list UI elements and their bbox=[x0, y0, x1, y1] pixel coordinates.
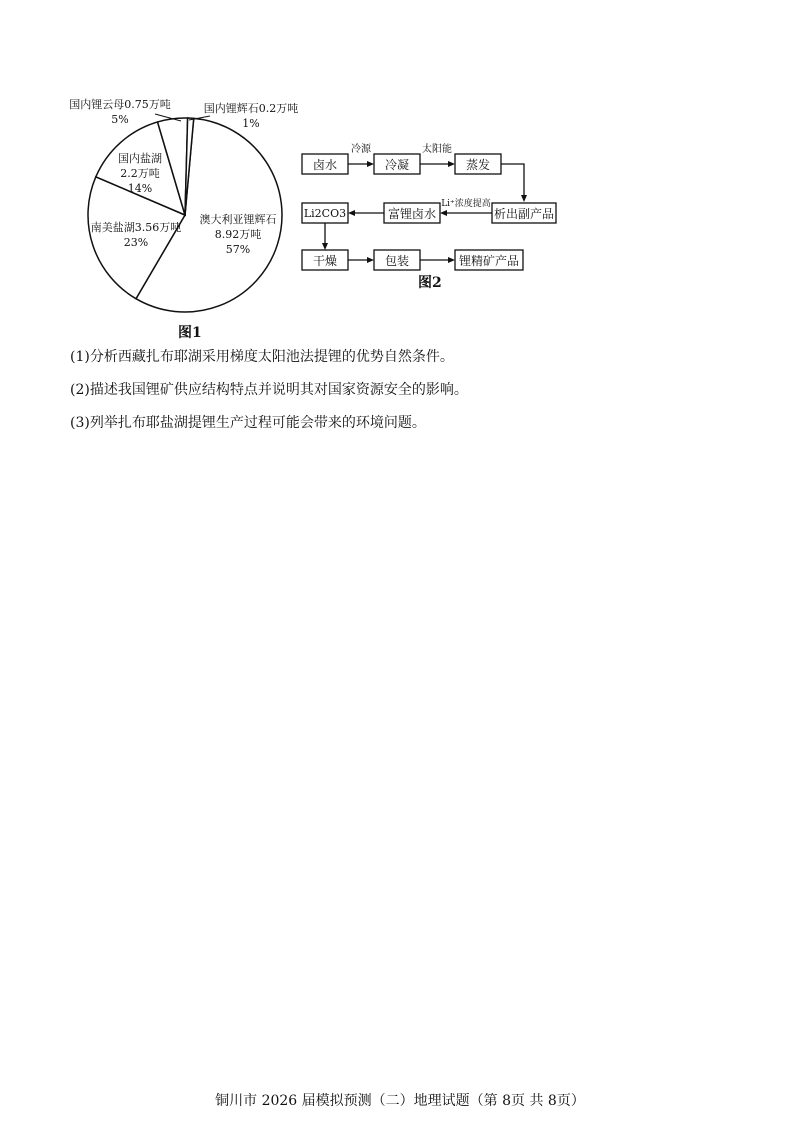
edge-solar: 太阳能 bbox=[422, 144, 452, 155]
flow-diagram bbox=[300, 140, 570, 280]
label-domestic-lake-percent: 14% bbox=[127, 182, 153, 195]
svg-text:Li2CO3: Li2CO3 bbox=[303, 207, 347, 220]
label-south-america: 南美盐湖3.56万吨 bbox=[90, 221, 182, 234]
node-dry bbox=[302, 250, 348, 270]
arrow-byproduct-richbrine bbox=[440, 210, 492, 216]
figure-2-caption: 图2 bbox=[418, 275, 442, 291]
page-footer: 铜川市 2026 届模拟预测（二）地理试题（第 8页 共 8页） bbox=[215, 1093, 585, 1109]
arrow-li2co3-dry bbox=[322, 223, 328, 250]
label-lepidolite: 国内锂云母0.75万吨 bbox=[69, 98, 171, 111]
arrow-package-product bbox=[420, 257, 455, 263]
arrow-brine-condense bbox=[348, 161, 374, 167]
label-spodumene: 国内锂辉石0.2万吨 bbox=[203, 102, 299, 115]
arrow-condense-evaporate bbox=[420, 161, 455, 167]
edge-cold-source: 冷源 bbox=[351, 144, 371, 155]
question-3: (3)列举扎布耶盐湖提锂生产过程可能会带来的环境问题。 bbox=[70, 415, 426, 431]
arrow-evaporate-byproduct bbox=[501, 164, 527, 202]
questions bbox=[70, 348, 730, 447]
label-australia-name: 澳大利亚锂辉石 bbox=[199, 213, 277, 226]
node-brine bbox=[302, 154, 348, 174]
node-li2co3 bbox=[302, 203, 348, 223]
svg-text:析出副产品: 析出副产品 bbox=[493, 207, 555, 221]
arrow-dry-package bbox=[348, 257, 374, 263]
node-byproduct bbox=[492, 203, 556, 223]
node-condense bbox=[374, 154, 420, 174]
edge-li-concentration: Li⁺浓度提高 bbox=[441, 199, 491, 209]
svg-text:蒸发: 蒸发 bbox=[465, 158, 491, 172]
node-rich-brine bbox=[384, 203, 440, 223]
label-domestic-lake-amount: 2.2万吨 bbox=[120, 167, 160, 180]
svg-text:冷凝: 冷凝 bbox=[384, 158, 410, 172]
question-2: (2)描述我国锂矿供应结构特点并说明其对国家资源安全的影响。 bbox=[70, 382, 468, 398]
label-lepidolite-percent: 5% bbox=[111, 113, 129, 126]
label-australia-percent: 57% bbox=[225, 243, 251, 256]
label-australia-amount: 8.92万吨 bbox=[214, 228, 262, 241]
figure-2 bbox=[300, 140, 570, 291]
node-product bbox=[455, 250, 523, 270]
svg-text:卤水: 卤水 bbox=[312, 158, 338, 172]
arrow-richbrine-li2co3 bbox=[348, 210, 384, 216]
question-1: (1)分析西藏扎布耶湖采用梯度太阳池法提锂的优势自然条件。 bbox=[70, 349, 454, 365]
svg-text:干燥: 干燥 bbox=[312, 254, 338, 268]
pie-chart bbox=[60, 90, 310, 330]
node-evaporate bbox=[455, 154, 501, 174]
label-south-america-percent: 23% bbox=[123, 236, 149, 249]
svg-text:包装: 包装 bbox=[384, 254, 410, 268]
label-spodumene-percent: 1% bbox=[242, 117, 260, 130]
label-domestic-lake-name: 国内盐湖 bbox=[118, 152, 162, 165]
svg-text:锂精矿产品: 锂精矿产品 bbox=[458, 254, 520, 268]
figure-1-caption: 图1 bbox=[178, 325, 202, 341]
node-package bbox=[374, 250, 420, 270]
figure-1 bbox=[60, 90, 310, 341]
svg-text:富锂卤水: 富锂卤水 bbox=[387, 207, 437, 221]
